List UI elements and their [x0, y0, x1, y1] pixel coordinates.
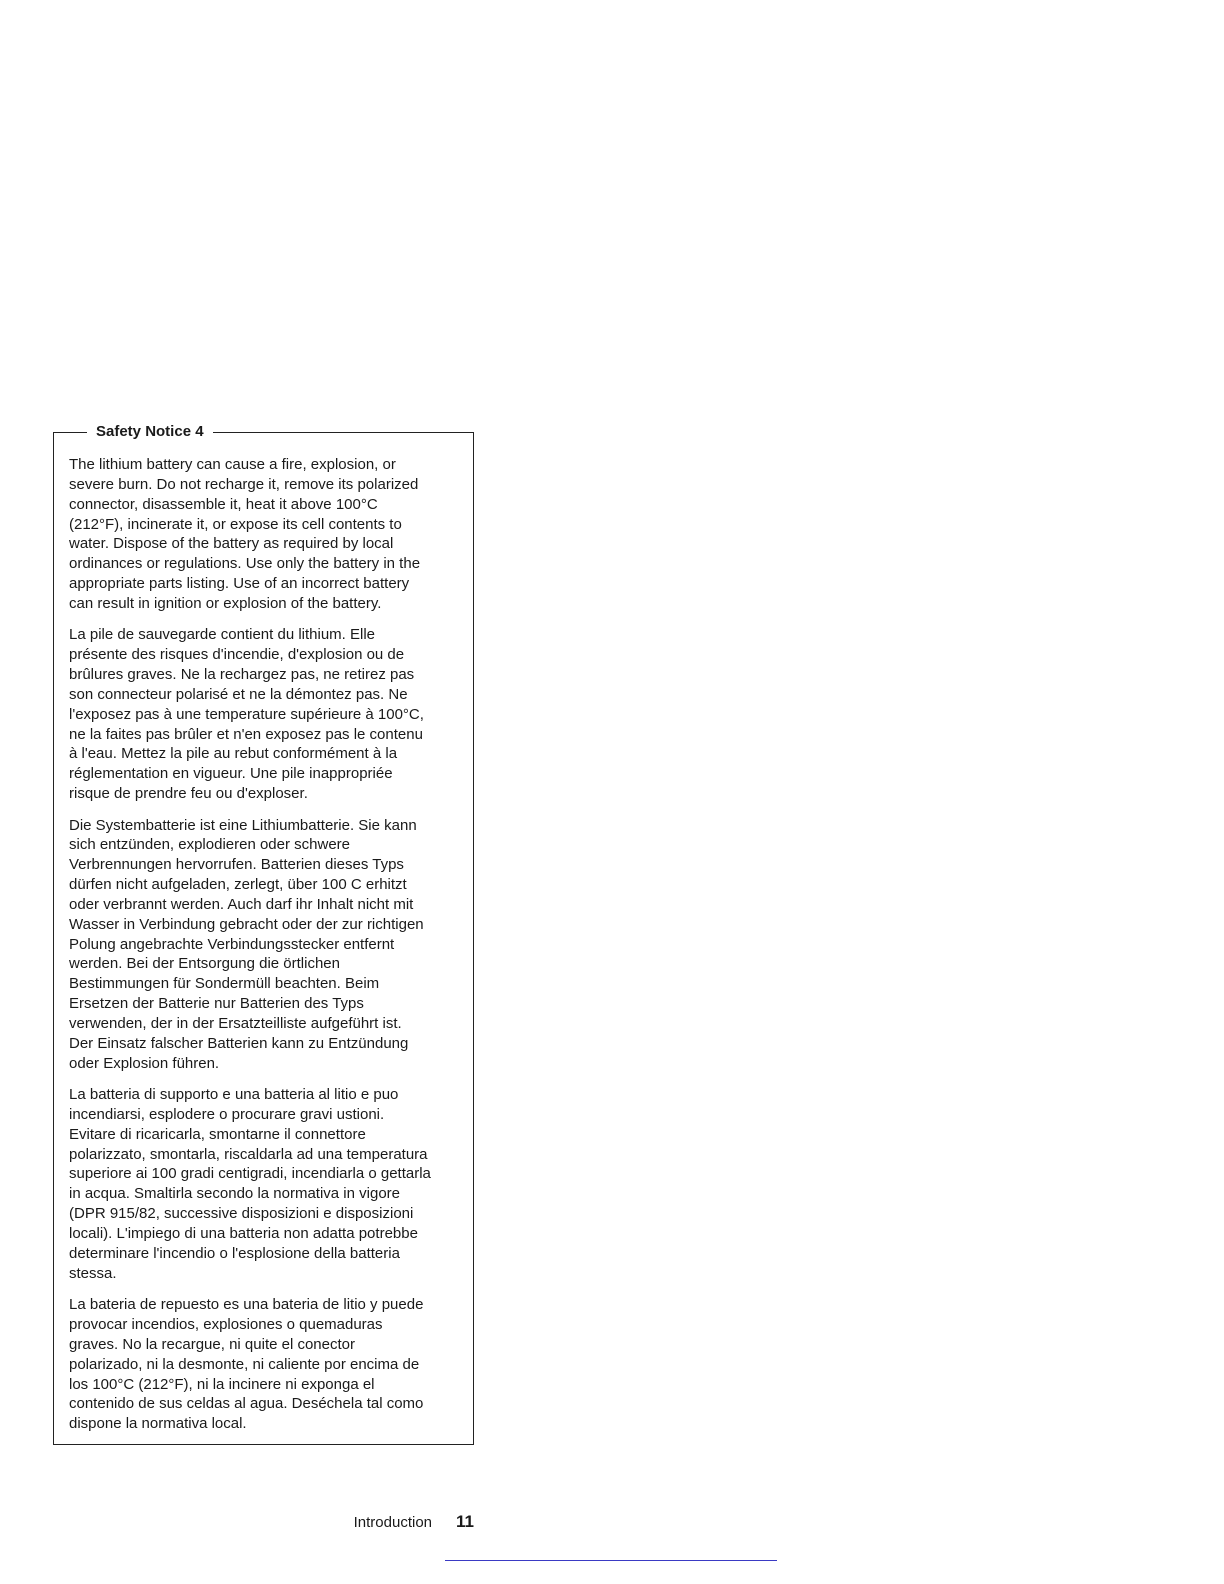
notice-line: Verbrennungen hervorrufen. Batterien dieses Typs [69, 856, 404, 874]
notice-line: polarizado, ni la desmonte, ni caliente por encima de [69, 1355, 420, 1373]
notice-line: stessa. [69, 1264, 117, 1282]
notice-line: présente des risques d'incendie, d'explosion ou de [69, 646, 405, 664]
notice-line: oder verbrannt werden. Auch darf ihr Inhalt nicht mit [69, 895, 414, 913]
page-footer [354, 1512, 474, 1533]
notice-line: water. Dispose of the battery as required by local [69, 535, 394, 553]
notice-paragraph-de [69, 816, 464, 1074]
notice-line: los 100°C (212°F), ni la incinere ni exponga el [69, 1375, 375, 1393]
notice-line: oder Explosion führen. [69, 1054, 220, 1072]
notice-line: Die Systembatterie ist eine Lithiumbatterie. Sie kann [69, 816, 417, 834]
notice-line: incendiarsi, esplodere o procurare gravi ustioni. [69, 1105, 385, 1123]
notice-line: à l'eau. Mettez la pile au rebut conformément à la [69, 745, 398, 763]
notice-line: Der Einsatz falscher Batterien kann zu Entzündung [69, 1034, 409, 1052]
notice-line: Evitare di ricaricarla, smontarne il connettore [69, 1125, 366, 1143]
notice-line: son connecteur polarisé et ne la démontez pas. Ne [69, 685, 408, 703]
notice-line: Wasser in Verbindung gebracht oder der zur richtigen [69, 915, 424, 933]
notice-line: appropriate parts listing. Use of an incorrect battery [69, 575, 410, 593]
notice-line: determinare l'incendio o l'esplosione della batteria [69, 1244, 400, 1262]
notice-line: werden. Bei der Entsorgung die örtlichen [69, 955, 340, 973]
notice-line: locali). L'impiego di una batteria non adatta potrebbe [69, 1225, 418, 1242]
notice-line: ne la faites pas brûler et n'en exposez pas le contenu [69, 725, 423, 743]
notice-line: sich entzünden, explodieren oder schwere [69, 836, 351, 854]
notice-line: brûlures graves. Ne la rechargez pas, ne retirez pas [69, 666, 415, 684]
notice-line: ordinances or regulations. Use only the battery in the [69, 555, 421, 573]
notice-line: (DPR 915/82, successive disposizioni e disposizioni [69, 1205, 414, 1223]
footer-section-label: Introduction [353, 1514, 433, 1531]
notice-line: in acqua. Smaltirla secondo la normativa in vigore [69, 1185, 401, 1203]
notice-line: can result in ignition or explosion of the battery. [69, 594, 382, 612]
notice-line: graves. No la recargue, ni quite el conector [69, 1335, 355, 1353]
notice-line: connector, disassemble it, heat it above 100°C [69, 495, 378, 513]
notice-line: Polung angebrachte Verbindungsstecker entfernt [69, 935, 395, 953]
notice-line: provocar incendios, explosiones o quemaduras [69, 1315, 383, 1333]
notice-line: La pile de sauvegarde contient du lithium. Elle [69, 626, 376, 644]
notice-line: superiore ai 100 gradi centigradi, incendiarla o gettarla [69, 1165, 431, 1183]
notice-line: contenido de sus celdas al agua. Deséchela tal como [69, 1395, 424, 1413]
notice-title: Safety Notice 4 [87, 422, 213, 442]
notice-line: dispone la normativa local. [69, 1415, 247, 1433]
notice-paragraph-es [69, 1295, 464, 1434]
notice-paragraph-en [69, 455, 464, 614]
notice-line: polarizzato, smontarla, riscaldarla ad una temperatura [69, 1145, 428, 1163]
notice-line: (212°F), incinerate it, or expose its cell contents to [69, 515, 402, 533]
notice-line: The lithium battery can cause a fire, explosion, or [69, 456, 396, 473]
notice-paragraph-it [69, 1085, 464, 1283]
safety-notice-box [53, 423, 474, 1445]
notice-line: verwenden, der in der Ersatzteilliste aufgeführt ist. [69, 1014, 402, 1032]
notice-line: La batteria di supporto e una batteria al litio e puo [69, 1086, 399, 1104]
notice-paragraph-fr [69, 625, 464, 804]
notice-line: réglementation en vigueur. Une pile inappropriée [69, 765, 393, 783]
notice-line: severe burn. Do not recharge it, remove its polarized [69, 475, 419, 493]
notice-body [69, 455, 464, 1446]
notice-line: Ersetzen der Batterie nur Batterien des Typs [69, 995, 364, 1013]
notice-line: risque de prendre feu ou d'exploser. [69, 785, 308, 803]
page-number: 11 [456, 1512, 474, 1531]
notice-line: Bestimmungen für Sondermüll beachten. Beim [69, 975, 380, 993]
notice-line: dürfen nicht aufgeladen, zerlegt, über 100 C erhitzt [69, 876, 407, 894]
notice-line: La bateria de repuesto es una bateria de litio y puede [69, 1296, 424, 1314]
notice-line: l'exposez pas à une temperature supérieure à 100°C, [69, 705, 424, 723]
bottom-divider [445, 1560, 777, 1561]
